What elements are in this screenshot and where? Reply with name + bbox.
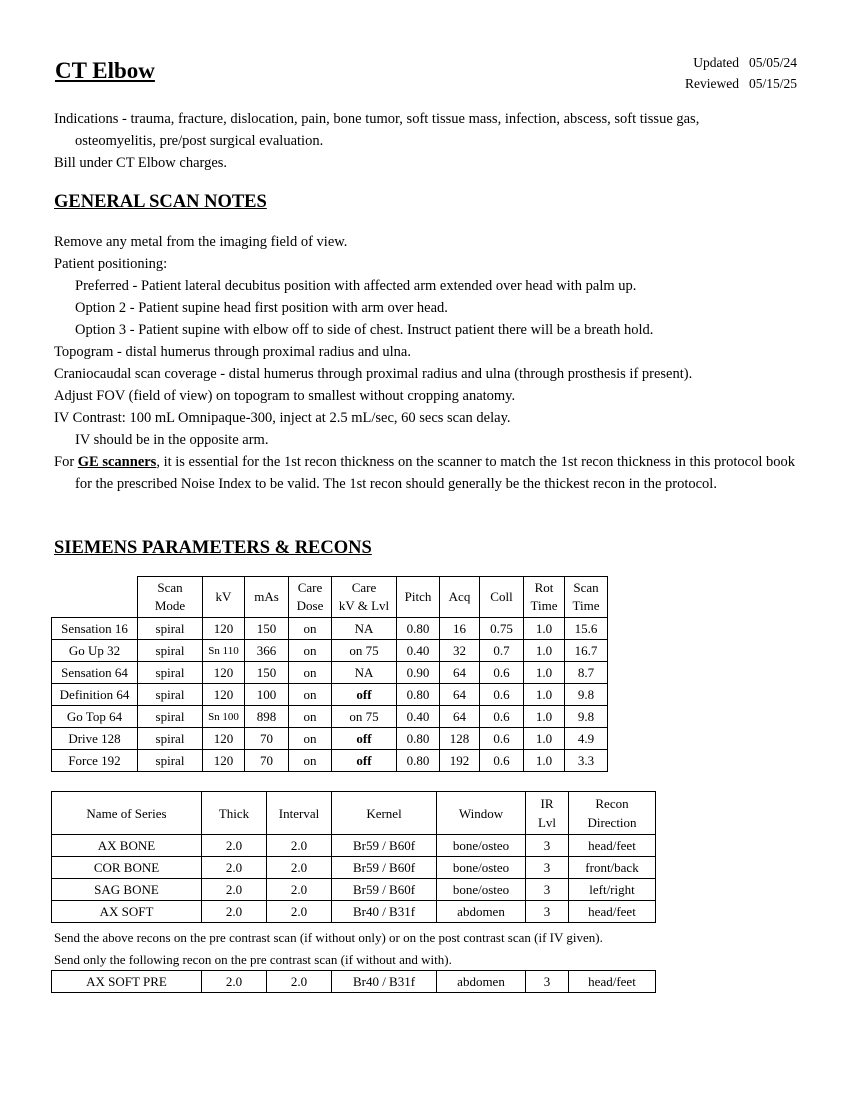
acq-cell: 64: [440, 662, 480, 684]
acq-cell: 64: [440, 684, 480, 706]
care-kv-cell: on 75: [332, 706, 397, 728]
scan-mode-cell: spiral: [138, 684, 203, 706]
updated-line: [685, 52, 797, 73]
empty-corner-cell: [52, 577, 138, 618]
rot-time-cell: 1.0: [524, 706, 565, 728]
intro-block: [54, 108, 699, 174]
coll-cell: 0.6: [480, 684, 524, 706]
pre-recon-table: [51, 970, 656, 993]
col-interval: Interval: [267, 792, 332, 835]
parameters-header-row: [52, 577, 608, 618]
bill-line: Bill under CT Elbow charges.: [54, 155, 228, 171]
kv-cell: Sn 110: [203, 640, 245, 662]
scanner-name: Definition 64: [52, 684, 138, 706]
option2-line: Option 2 - Patient supine head first position with arm over head.: [75, 300, 448, 316]
table-row: [52, 835, 656, 857]
ge-note: [54, 451, 815, 495]
ge-for: For: [54, 454, 78, 470]
interval-cell: 2.0: [267, 857, 332, 879]
rot-time-cell: 1.0: [524, 684, 565, 706]
scanner-name: Sensation 16: [52, 618, 138, 640]
updated-date: 05/05/24: [748, 55, 797, 70]
care-dose-cell: on: [289, 706, 332, 728]
kernel-cell: Br59 / B60f: [332, 857, 437, 879]
recons-table: [51, 791, 656, 923]
col-scan-mode: Scan Mode: [138, 577, 203, 618]
col-pitch: Pitch: [397, 577, 440, 618]
col-acq: Acq: [440, 577, 480, 618]
window-cell: abdomen: [437, 901, 526, 923]
table-row: [52, 706, 608, 728]
mas-cell: 366: [245, 640, 289, 662]
fov-line: Adjust FOV (field of view) on topogram to smallest without cropping anatomy.: [54, 388, 516, 404]
pitch-cell: 0.40: [397, 640, 440, 662]
revision-dates: [685, 52, 797, 94]
remove-metal-line: Remove any metal from the imaging field of view.: [54, 234, 348, 250]
scan-mode-cell: spiral: [138, 750, 203, 772]
care-kv-cell: off: [332, 750, 397, 772]
scan-time-cell: 8.7: [565, 662, 608, 684]
general-heading: GENERAL SCAN NOTES: [54, 192, 267, 212]
rot-time-cell: 1.0: [524, 728, 565, 750]
acq-cell: 128: [440, 728, 480, 750]
care-dose-cell: on: [289, 728, 332, 750]
table-row: [52, 640, 608, 662]
col-kv: kV: [203, 577, 245, 618]
coll-cell: 0.75: [480, 618, 524, 640]
window-cell: bone/osteo: [437, 879, 526, 901]
mas-cell: 70: [245, 728, 289, 750]
col-scan-time: Scan Time: [565, 577, 608, 618]
table-row: [52, 750, 608, 772]
pitch-cell: 0.90: [397, 662, 440, 684]
col-rot-time: Rot Time: [524, 577, 565, 618]
ir-level-cell: 3: [526, 901, 569, 923]
col-ir-level: IR Lvl: [526, 792, 569, 835]
kernel-cell: Br40 / B31f: [332, 971, 437, 993]
kv-cell: 120: [203, 662, 245, 684]
indications-line-1: Indications - trauma, fracture, dislocation, pain, bone tumor, soft tissue mass, infection, abscess, soft tissue gas,: [54, 111, 700, 127]
scan-mode-cell: spiral: [138, 728, 203, 750]
scan-time-cell: 15.6: [565, 618, 608, 640]
col-coll: Coll: [480, 577, 524, 618]
pitch-cell: 0.80: [397, 750, 440, 772]
table-row: [52, 684, 608, 706]
kv-cell: 120: [203, 750, 245, 772]
scanner-name: Sensation 64: [52, 662, 138, 684]
pitch-cell: 0.80: [397, 684, 440, 706]
scan-mode-cell: spiral: [138, 662, 203, 684]
contrast-line: IV Contrast: 100 mL Omnipaque-300, inject at 2.5 mL/sec, 60 secs scan delay.: [54, 410, 511, 426]
care-dose-cell: on: [289, 618, 332, 640]
scan-time-cell: 16.7: [565, 640, 608, 662]
scan-time-cell: 3.3: [565, 750, 608, 772]
col-kernel: Kernel: [332, 792, 437, 835]
interval-cell: 2.0: [267, 971, 332, 993]
col-window: Window: [437, 792, 526, 835]
series-name: AX SOFT PRE: [52, 971, 202, 993]
interval-cell: 2.0: [267, 879, 332, 901]
thick-cell: 2.0: [202, 857, 267, 879]
kv-cell: 120: [203, 728, 245, 750]
direction-cell: left/right: [569, 879, 656, 901]
care-dose-cell: on: [289, 640, 332, 662]
table-row: [52, 971, 656, 993]
mas-cell: 100: [245, 684, 289, 706]
window-cell: bone/osteo: [437, 835, 526, 857]
care-kv-cell: NA: [332, 662, 397, 684]
acq-cell: 192: [440, 750, 480, 772]
table-row: [52, 879, 656, 901]
col-thick: Thick: [202, 792, 267, 835]
scan-time-cell: 9.8: [565, 706, 608, 728]
interval-cell: 2.0: [267, 901, 332, 923]
table-row: [52, 728, 608, 750]
recons-header-row: [52, 792, 656, 835]
reviewed-date: 05/15/25: [748, 76, 797, 91]
kv-cell: 120: [203, 684, 245, 706]
col-mas: mAs: [245, 577, 289, 618]
series-name: AX BONE: [52, 835, 202, 857]
acq-cell: 32: [440, 640, 480, 662]
page-title: CT Elbow: [55, 58, 155, 83]
ir-level-cell: 3: [526, 971, 569, 993]
rot-time-cell: 1.0: [524, 640, 565, 662]
iv-arm-line: IV should be in the opposite arm.: [75, 432, 269, 448]
indications-line-2: osteomyelitis, pre/post surgical evaluation.: [75, 133, 324, 149]
direction-cell: head/feet: [569, 971, 656, 993]
window-cell: abdomen: [437, 971, 526, 993]
col-care-dose: Care Dose: [289, 577, 332, 618]
thick-cell: 2.0: [202, 901, 267, 923]
col-recon-direction: Recon Direction: [569, 792, 656, 835]
care-kv-cell: on 75: [332, 640, 397, 662]
option3-line: Option 3 - Patient supine with elbow off to side of chest. Instruct patient there will be a breath hold.: [75, 322, 654, 338]
pitch-cell: 0.80: [397, 728, 440, 750]
thick-cell: 2.0: [202, 879, 267, 901]
care-dose-cell: on: [289, 684, 332, 706]
window-cell: bone/osteo: [437, 857, 526, 879]
kernel-cell: Br59 / B60f: [332, 835, 437, 857]
ir-level-cell: 3: [526, 835, 569, 857]
acq-cell: 16: [440, 618, 480, 640]
scan-time-cell: 4.9: [565, 728, 608, 750]
siemens-parameters-table: [51, 576, 608, 772]
scanner-name: Go Up 32: [52, 640, 138, 662]
thick-cell: 2.0: [202, 835, 267, 857]
mas-cell: 70: [245, 750, 289, 772]
coll-cell: 0.6: [480, 662, 524, 684]
mas-cell: 150: [245, 662, 289, 684]
series-name: COR BONE: [52, 857, 202, 879]
coll-cell: 0.7: [480, 640, 524, 662]
care-kv-cell: off: [332, 728, 397, 750]
recons-note-2: Send only the following recon on the pre contrast scan (if without and with).: [54, 952, 452, 967]
ge-rest: , it is essential for the 1st recon thickness on the scanner to match the 1st recon thickness in this protocol book for the prescribed Noise Index to be valid. The 1st recon should generally be the thickest recon in the protocol.: [75, 454, 795, 492]
table-row: [52, 857, 656, 879]
care-dose-cell: on: [289, 662, 332, 684]
scan-mode-cell: spiral: [138, 640, 203, 662]
thick-cell: 2.0: [202, 971, 267, 993]
positioning-line: Patient positioning:: [54, 256, 168, 272]
kernel-cell: Br40 / B31f: [332, 901, 437, 923]
care-dose-cell: on: [289, 750, 332, 772]
scan-mode-cell: spiral: [138, 706, 203, 728]
scan-time-cell: 9.8: [565, 684, 608, 706]
general-notes: [54, 231, 815, 495]
reviewed-label: Reviewed: [685, 76, 739, 91]
table-row: [52, 901, 656, 923]
care-kv-cell: off: [332, 684, 397, 706]
coll-cell: 0.6: [480, 750, 524, 772]
ge-scanners-link[interactable]: GE scanners: [77, 454, 157, 470]
ir-level-cell: 3: [526, 879, 569, 901]
scan-mode-cell: spiral: [138, 618, 203, 640]
mas-cell: 150: [245, 618, 289, 640]
siemens-heading: SIEMENS PARAMETERS & RECONS: [54, 538, 372, 558]
direction-cell: front/back: [569, 857, 656, 879]
kv-cell: Sn 100: [203, 706, 245, 728]
col-series-name: Name of Series: [52, 792, 202, 835]
scanner-name: Force 192: [52, 750, 138, 772]
kernel-cell: Br59 / B60f: [332, 879, 437, 901]
series-name: SAG BONE: [52, 879, 202, 901]
coll-cell: 0.6: [480, 706, 524, 728]
direction-cell: head/feet: [569, 901, 656, 923]
updated-label: Updated: [693, 55, 739, 70]
ir-level-cell: 3: [526, 857, 569, 879]
table-row: [52, 618, 608, 640]
coverage-line: Craniocaudal scan coverage - distal humerus through proximal radius and ulna (through prosthesis if present).: [54, 366, 693, 382]
mas-cell: 898: [245, 706, 289, 728]
coll-cell: 0.6: [480, 728, 524, 750]
pitch-cell: 0.40: [397, 706, 440, 728]
rot-time-cell: 1.0: [524, 750, 565, 772]
rot-time-cell: 1.0: [524, 618, 565, 640]
scanner-name: Go Top 64: [52, 706, 138, 728]
care-kv-cell: NA: [332, 618, 397, 640]
recons-note-1: Send the above recons on the pre contrast scan (if without only) or on the post contrast scan (if IV given).: [54, 930, 603, 945]
series-name: AX SOFT: [52, 901, 202, 923]
acq-cell: 64: [440, 706, 480, 728]
topogram-line: Topogram - distal humerus through proximal radius and ulna.: [54, 344, 411, 360]
col-care-kv: Care kV & Lvl: [332, 577, 397, 618]
table-row: [52, 662, 608, 684]
scanner-name: Drive 128: [52, 728, 138, 750]
interval-cell: 2.0: [267, 835, 332, 857]
reviewed-line: [685, 73, 797, 94]
kv-cell: 120: [203, 618, 245, 640]
preferred-line: Preferred - Patient lateral decubitus position with affected arm extended over head with palm up.: [75, 278, 637, 294]
rot-time-cell: 1.0: [524, 662, 565, 684]
pitch-cell: 0.80: [397, 618, 440, 640]
direction-cell: head/feet: [569, 835, 656, 857]
